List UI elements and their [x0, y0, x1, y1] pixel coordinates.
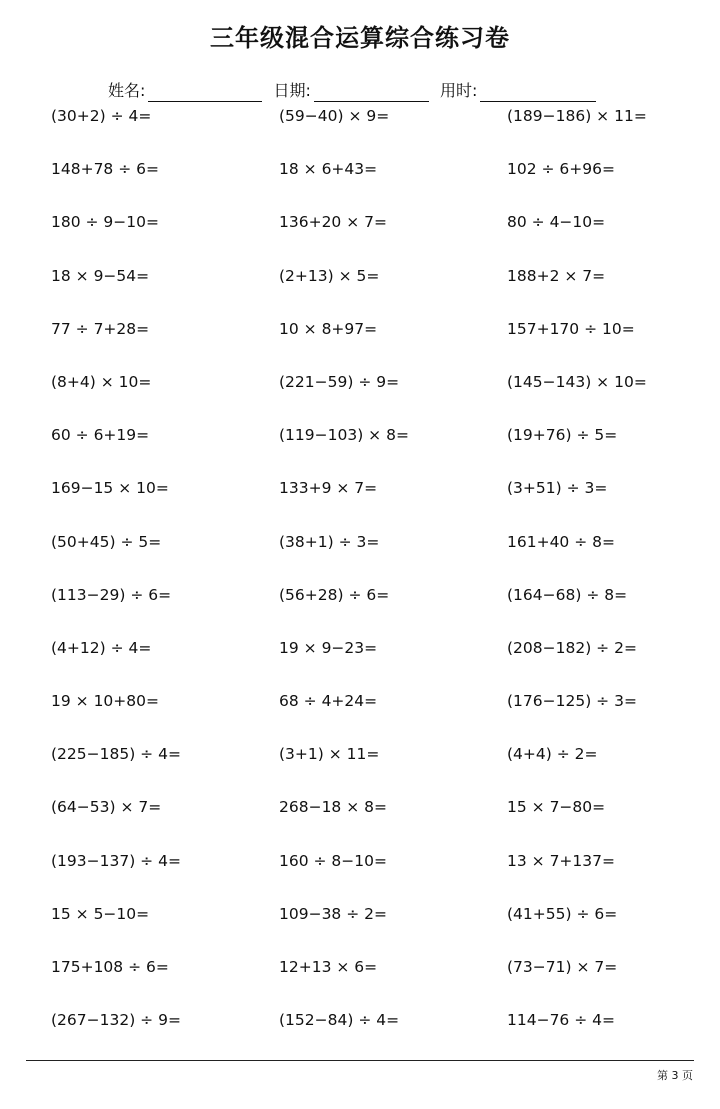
- problem-item: (4+4) ÷ 2=: [507, 745, 598, 764]
- problem-item: 136+20 × 7=: [279, 213, 387, 232]
- footer-divider: [26, 1060, 694, 1061]
- problem-item: 109−38 ÷ 2=: [279, 904, 387, 923]
- problem-item: (193−137) ÷ 4=: [51, 851, 181, 870]
- problem-grid: [51, 105, 691, 1062]
- problem-item: 80 ÷ 4−10=: [507, 213, 606, 232]
- problem-item: (8+4) × 10=: [51, 372, 152, 391]
- problem-item: (152−84) ÷ 4=: [279, 1011, 400, 1030]
- problem-item: (59−40) × 9=: [279, 107, 390, 125]
- problem-item: 15 × 7−80=: [507, 798, 606, 817]
- problem-item: 160 ÷ 8−10=: [279, 851, 387, 870]
- problem-item: 180 ÷ 9−10=: [51, 213, 159, 232]
- problem-item: 68 ÷ 4+24=: [279, 692, 378, 711]
- problem-item: 18 × 6+43=: [279, 160, 378, 179]
- problem-item: (41+55) ÷ 6=: [507, 904, 618, 923]
- problem-item: (119−103) × 8=: [279, 426, 409, 445]
- problem-item: 268−18 × 8=: [279, 798, 387, 817]
- problem-item: 12+13 × 6=: [279, 958, 378, 976]
- page-title: 三年级混合运算综合练习卷: [210, 24, 510, 52]
- problem-item: (56+28) ÷ 6=: [279, 585, 390, 604]
- problem-item: 148+78 ÷ 6=: [51, 160, 159, 179]
- problem-item: (164−68) ÷ 8=: [507, 585, 628, 604]
- problem-item: 18 × 9−54=: [51, 266, 150, 285]
- problem-item: 114−76 ÷ 4=: [507, 1011, 615, 1030]
- time-label: 用时:: [440, 81, 478, 100]
- problem-item: 169−15 × 10=: [51, 479, 169, 498]
- name-field[interactable]: [108, 80, 262, 102]
- problem-item: (208−182) ÷ 2=: [507, 638, 637, 657]
- problem-item: 10 × 8+97=: [279, 319, 378, 338]
- problem-item: 15 × 5−10=: [51, 904, 150, 923]
- problem-item: (30+2) ÷ 4=: [51, 107, 152, 125]
- problem-item: (221−59) ÷ 9=: [279, 372, 400, 391]
- name-blank-line[interactable]: [148, 84, 262, 102]
- problem-item: (2+13) × 5=: [279, 266, 380, 285]
- problem-item: (19+76) ÷ 5=: [507, 426, 618, 445]
- problem-item: 77 ÷ 7+28=: [51, 319, 150, 338]
- problem-item: (73−71) × 7=: [507, 958, 618, 976]
- page-number: 第 3 页: [657, 1069, 693, 1082]
- date-label: 日期:: [273, 81, 311, 100]
- problem-item: (4+12) ÷ 4=: [51, 638, 152, 657]
- problem-item: 175+108 ÷ 6=: [51, 958, 169, 976]
- student-info-row: [108, 80, 602, 102]
- problem-item: 19 × 9−23=: [279, 638, 378, 657]
- problem-item: 60 ÷ 6+19=: [51, 426, 150, 445]
- problem-item: 13 × 7+137=: [507, 851, 615, 870]
- problem-item: (38+1) ÷ 3=: [279, 532, 380, 551]
- problem-item: (3+51) ÷ 3=: [507, 479, 608, 498]
- problem-item: (267−132) ÷ 9=: [51, 1011, 181, 1030]
- problem-item: (50+45) ÷ 5=: [51, 532, 162, 551]
- problem-item: (176−125) ÷ 3=: [507, 692, 637, 711]
- date-field[interactable]: [274, 80, 429, 102]
- problem-item: (64−53) × 7=: [51, 798, 162, 817]
- problem-item: 188+2 × 7=: [507, 266, 606, 285]
- date-blank-line[interactable]: [314, 84, 429, 102]
- name-label: 姓名:: [108, 81, 146, 100]
- problem-item: 157+170 ÷ 10=: [507, 319, 635, 338]
- problem-item: 161+40 ÷ 8=: [507, 532, 615, 551]
- time-field[interactable]: [440, 80, 596, 102]
- problem-item: (225−185) ÷ 4=: [51, 745, 181, 764]
- problem-item: (189−186) × 11=: [507, 107, 647, 125]
- problem-item: 133+9 × 7=: [279, 479, 378, 498]
- problem-item: (145−143) × 10=: [507, 372, 647, 391]
- time-blank-line[interactable]: [480, 84, 596, 102]
- problem-item: 19 × 10+80=: [51, 692, 159, 711]
- problem-item: (3+1) × 11=: [279, 745, 380, 764]
- problem-item: (113−29) ÷ 6=: [51, 585, 172, 604]
- problem-item: 102 ÷ 6+96=: [507, 160, 615, 179]
